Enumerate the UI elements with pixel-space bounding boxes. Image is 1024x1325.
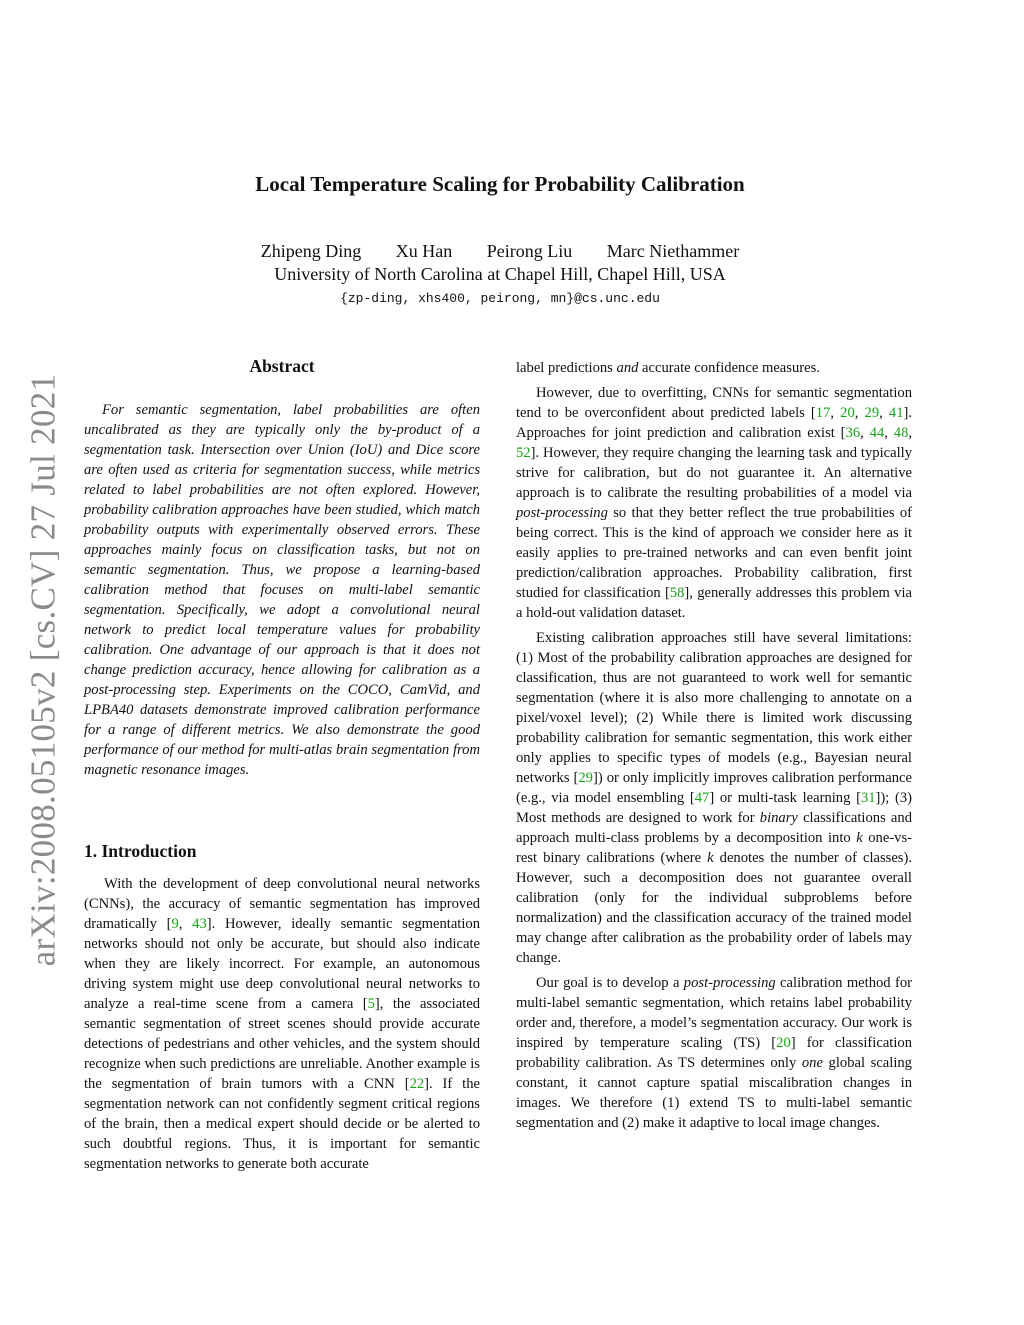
paragraph: Existing calibration approaches still have several limitations: (1) Most of the probability calibration approaches are designed for classification, thus are not guaranteed to work well for semantic segmentation (where it is also more challenging to annotate on a pixel/voxel level); (2) While there is limited work discussing probability calibration for semantic segmentation, this work either only applies to specific types of models (e.g., Bayesian neural networks [29]) or only implicitly improves calibration performance (e.g., via model ensembling [47] or multi-task learning [31]); (3) Most methods are designed to work for binary classifications and approach multi-class problems by a decomposition into k one-vs-rest binary calibrations (where k denotes the number of classes). However, such a decomposition does not guarantee overall calibration (only for the individual subproblems before normalization) and the classification accuracy of the trained model may change after calibration as the probability order of labels may change.: [516, 630, 913, 966]
affiliation: University of North Carolina at Chapel Hill, Chapel Hill, USA: [274, 264, 726, 284]
citation-link[interactable]: 20: [840, 405, 855, 421]
citation-link[interactable]: 5: [367, 996, 375, 1012]
abstract-heading: Abstract: [249, 356, 315, 376]
paragraph: With the development of deep convolutional neural networks (CNNs), the accuracy of semantic segmentation has improved dramatically [9, 43]. However, ideally semantic segmentation networks should not only be accurate, but should also indicate when they are likely incorrect. For example, an autonomous driving system might use deep convolutional neural networks to analyze a real-time scene from a camera [5], the associated semantic segmentation of street scenes should provide accurate detections of pedestrians and other vehicles, and the system should recognize when such predictions are unreliable. Another example is the segmentation of brain tumors with a CNN [22]. If the segmentation network can not confidently segment critical regions of the brain, then a medical expert should decide or be alerted to such doubtful regions. Thus, it is important for semantic segmentation networks to generate both accurate: [84, 876, 480, 1172]
paragraph: However, due to overfitting, CNNs for semantic segmentation tend to be overconfident about predicted labels [17, 20, 29, 41]. Approaches for joint prediction and calibration exist [36, 44, 48, 52]. However, they require changing the learning task and typically strive for calibration, but do not guarantee it. An alternative approach is to calibrate the resulting probabilities of a model via post-processing so that they better reflect the true probabilities of being correct. This is the kind of approach we consider here as it easily applies to pre-trained networks and can even benfit joint prediction/calibration approaches. Probability calibration, first studied for classification [58], generally addresses this problem via a hold-out validation dataset.: [516, 385, 913, 621]
citation-link[interactable]: 58: [669, 585, 685, 601]
abstract-body: [84, 400, 480, 780]
citation-link[interactable]: 29: [864, 405, 880, 421]
section-heading-introduction: 1. Introduction: [84, 841, 197, 861]
author-name: Zhipeng Ding: [260, 241, 362, 261]
arxiv-identifier: arXiv:2008.05105v2 [cs.CV] 27 Jul 2021: [23, 373, 62, 967]
abstract-text: For semantic segmentation, label probabilities are often uncalibrated as they are typically only the by-product of a segmentation task. Intersection over Union (IoU) and Dice score are often used as criteria for segmentation success, while metrics related to label probabilities are not often explored. However, probability calibration approaches have been studied, which match probability outputs with experimentally observed errors. These approaches mainly focus on classification tasks, but not on semantic segmentation. Thus, we propose a learning-based calibration method that focuses on multi-label semantic segmentation. Specifically, we adopt a convolutional neural network to predict local temperature values for probability calibration. One advantage of our approach is that it does not change prediction accuracy, hence allowing for calibration as a post-processing step. Experiments on the COCO, CamVid, and LPBA40 datasets demonstrate improved calibration performance for a range of different metrics. We also demonstrate the good performance of our method for multi-atlas brain segmentation from magnetic resonance images.: [84, 402, 480, 778]
arxiv-sidebar: [22, 365, 64, 975]
paper-title: Local Temperature Scaling for Probability Calibration: [255, 172, 745, 196]
author-name: Marc Niethammer: [606, 241, 740, 261]
author-name: Peirong Liu: [486, 241, 573, 261]
citation-link[interactable]: 52: [516, 445, 531, 461]
citation-link[interactable]: 44: [869, 425, 885, 441]
citation-link[interactable]: 17: [815, 405, 831, 421]
citation-link[interactable]: 36: [845, 425, 861, 441]
introduction-body: [84, 874, 480, 1174]
citation-link[interactable]: 48: [893, 425, 909, 441]
author-name: Xu Han: [395, 241, 453, 261]
author-emails: {zp-ding, xhs400, peirong, mn}@cs.unc.edu: [340, 291, 660, 306]
author-list: [0, 241, 1000, 262]
citation-link[interactable]: 31: [860, 790, 876, 806]
citation-link[interactable]: 41: [888, 405, 904, 421]
citation-link[interactable]: 29: [578, 770, 593, 786]
right-column: [516, 358, 912, 1133]
paragraph: Our goal is to develop a post-processing calibration method for multi-label semantic segmentation, which retains label probability order and, therefore, a model’s segmentation accuracy. Our work is inspired by temperature scaling (TS) [20] for classification probability calibration. As TS determines only one global scaling constant, it cannot capture spatial miscalibration changes in images. We therefore (1) extend TS to multi-label semantic segmentation and (2) make it adaptive to local image changes.: [516, 975, 913, 1131]
citation-link[interactable]: 9: [171, 916, 179, 932]
citation-link[interactable]: 47: [694, 790, 710, 806]
paragraph: label predictions and accurate confidence measures.: [516, 360, 820, 376]
citation-link[interactable]: 20: [776, 1035, 791, 1051]
citation-link[interactable]: 43: [192, 916, 207, 932]
citation-link[interactable]: 22: [409, 1076, 425, 1092]
